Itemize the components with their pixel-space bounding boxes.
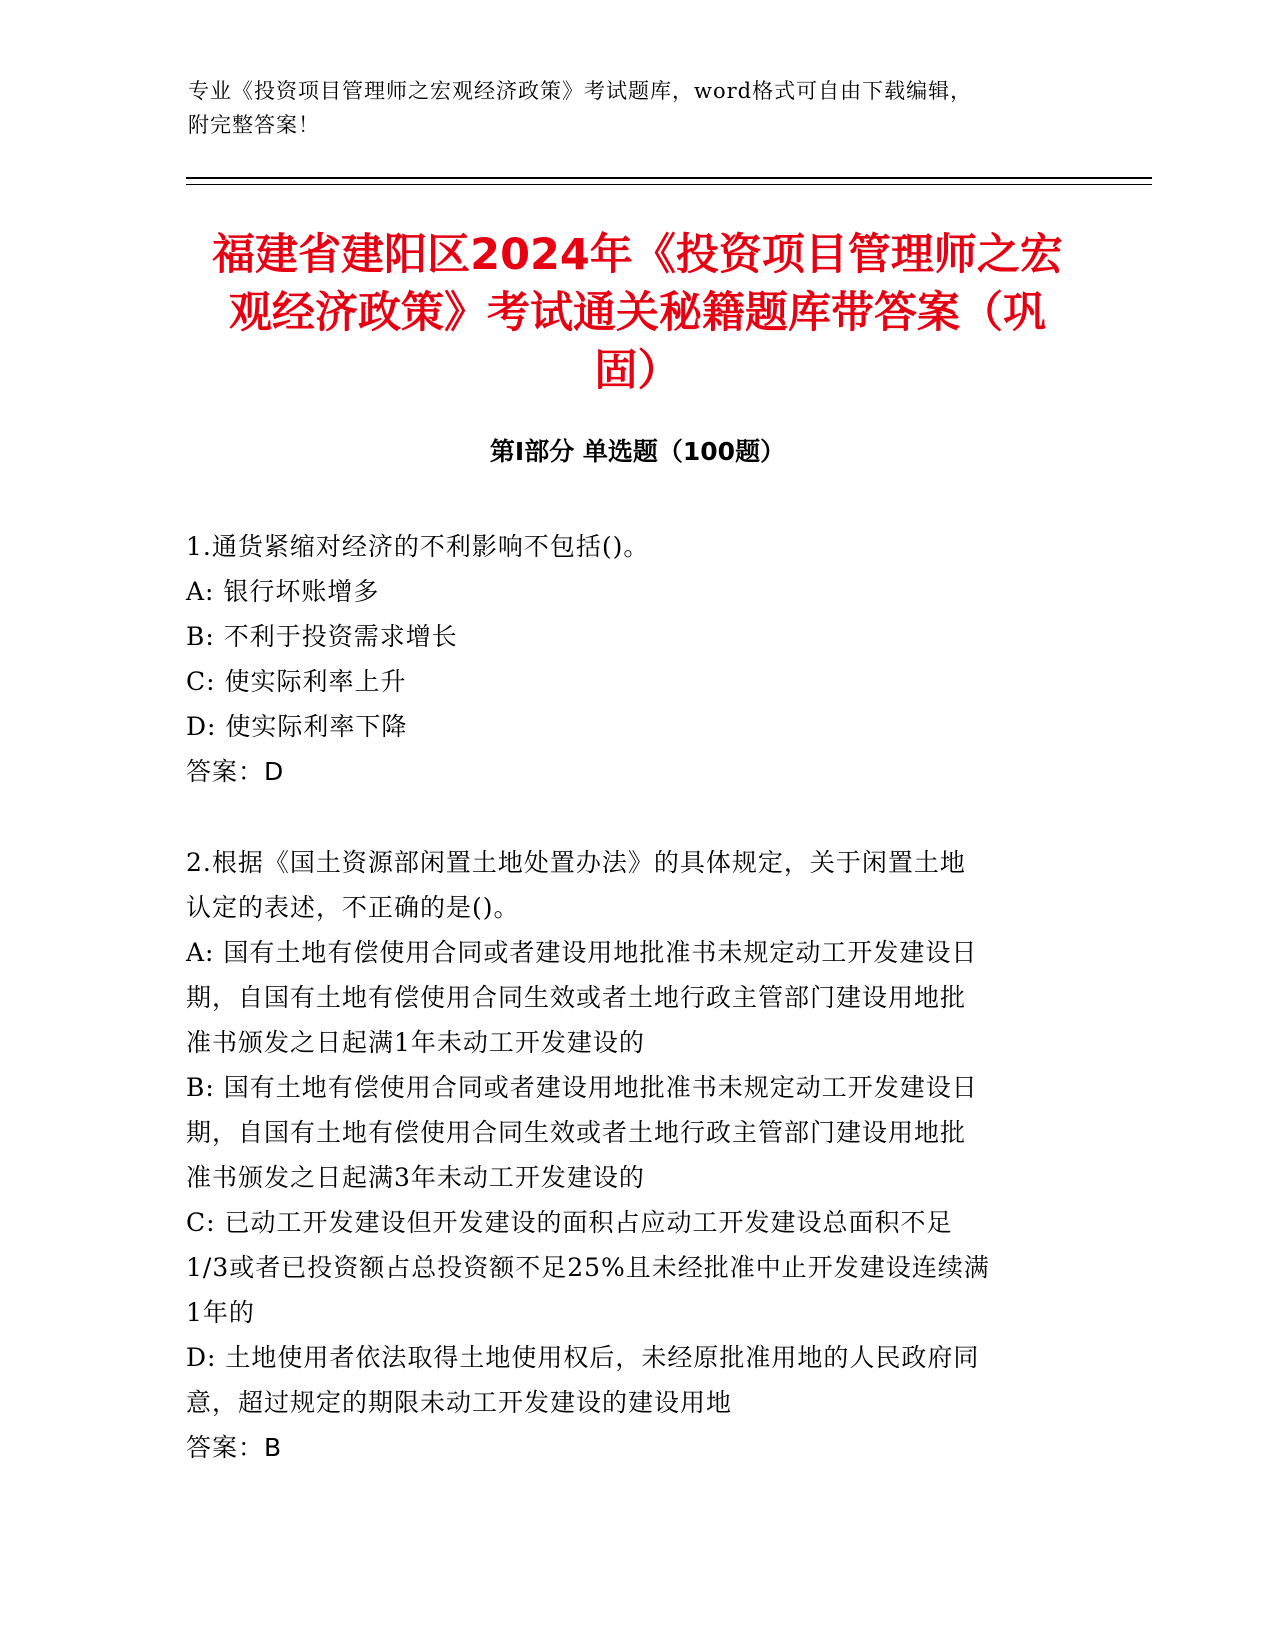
header-note-line: 专业《投资项目管理师之宏观经济政策》考试题库，word格式可自由下载编辑， <box>188 79 973 103</box>
header-note-line: 附完整答案！ <box>188 113 320 137</box>
document-title <box>160 226 1115 400</box>
option-a-continued: 期，自国有土地有偿使用合同生效或者土地行政主管部门建设用地批 <box>186 983 967 1012</box>
option-b: B: 国有土地有偿使用合同或者建设用地批准书未规定动工开发建设日 <box>186 1073 978 1102</box>
option-b-continued: 准书颁发之日起满3年未动工开发建设的 <box>186 1163 645 1192</box>
header-divider-thin <box>186 184 1152 185</box>
title-line: 固） <box>594 346 681 396</box>
option-d-continued: 意，超过规定的期限未动工开发建设的建设用地 <box>186 1388 733 1417</box>
title-line: 福建省建阳区2024年《投资项目管理师之宏 <box>212 230 1063 280</box>
option-c: C: 已动工开发建设但开发建设的面积占应动工开发建设总面积不足 <box>186 1208 953 1237</box>
option-a-continued: 准书颁发之日起满1年未动工开发建设的 <box>186 1028 645 1057</box>
option-c: C: 使实际利率上升 <box>186 667 407 696</box>
header-note <box>188 74 1088 142</box>
option-c-continued: 1年的 <box>186 1298 255 1327</box>
section-title: 第I部分 单选题（100题） <box>489 437 786 466</box>
question-2 <box>186 840 1086 1470</box>
answer-line: 答案：D <box>186 757 285 786</box>
answer-line: 答案：B <box>186 1433 283 1462</box>
option-a: A: 银行坏账增多 <box>186 577 380 606</box>
question-1 <box>186 524 1086 794</box>
option-b-continued: 期，自国有土地有偿使用合同生效或者土地行政主管部门建设用地批 <box>186 1118 967 1147</box>
option-b: B: 不利于投资需求增长 <box>186 622 458 651</box>
question-stem: 认定的表述，不正确的是()。 <box>186 893 520 922</box>
option-d: D: 使实际利率下降 <box>186 712 408 741</box>
question-stem: 2.根据《国土资源部闲置土地处置办法》的具体规定，关于闲置土地 <box>186 848 966 877</box>
option-d: D: 土地使用者依法取得土地使用权后，未经原批准用地的人民政府同 <box>186 1343 980 1372</box>
title-line: 观经济政策》考试通关秘籍题库带答案（巩 <box>229 288 1046 338</box>
option-c-continued: 1/3或者已投资额占总投资额不足25%且未经批准中止开发建设连续满 <box>186 1253 990 1282</box>
header-divider-thick <box>186 177 1152 179</box>
question-stem: 1.通货紧缩对经济的不利影响不包括()。 <box>186 532 650 561</box>
option-a: A: 国有土地有偿使用合同或者建设用地批准书未规定动工开发建设日 <box>186 938 978 967</box>
